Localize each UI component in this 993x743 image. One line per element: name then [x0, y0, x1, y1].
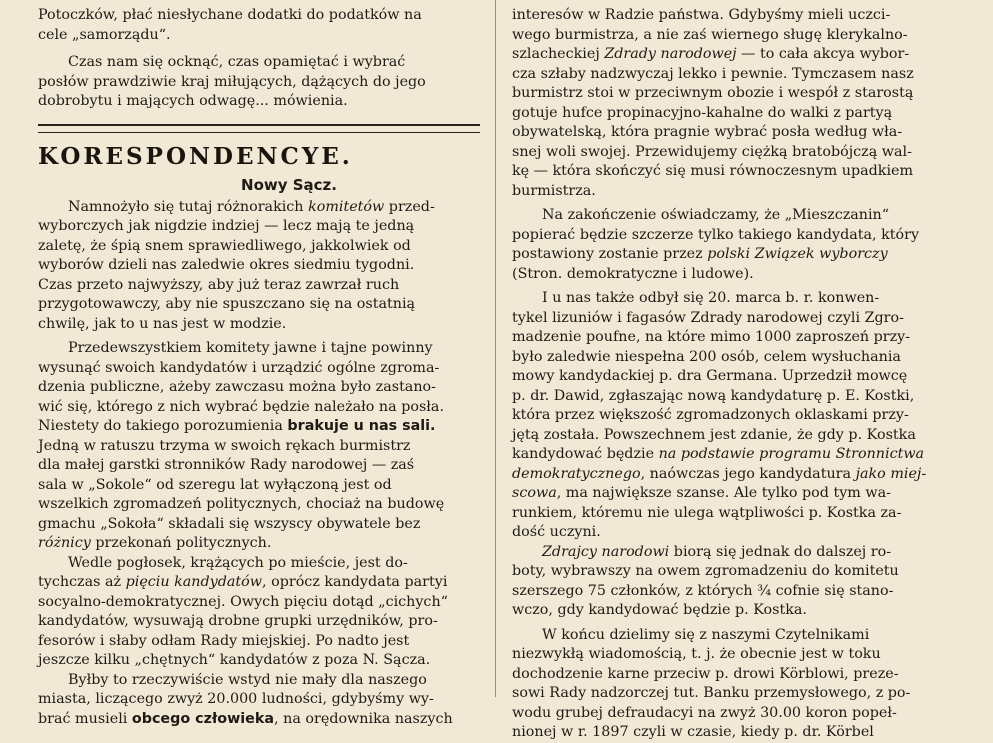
text-run: postawiony zostanie przez	[512, 246, 708, 262]
text-line: tykel lizuniów i fagasów Zdrady narodowej czyli Zgro-	[512, 309, 904, 326]
paragraph	[38, 554, 480, 671]
paragraph	[512, 206, 962, 284]
italic-run: jako miej-	[855, 465, 927, 482]
left-column	[38, 0, 480, 729]
text-line: Przedewszystkiem komitety jawne i tajne powinny	[68, 340, 433, 356]
text-line: dla małej garstki stronników Rady narodowej — zaś	[38, 457, 415, 473]
paragraph-intro	[38, 53, 480, 112]
text-line: snej woli swojej. Przewidujemy ciężką bratobójczą wal-	[512, 143, 912, 160]
text-line: fesorów i słaby odłam Rady miejskiej. Po nadto jest	[38, 632, 410, 649]
text-line: szerszego 75 członków, z których ¾ cofnie się stano-	[512, 582, 894, 599]
text-line: miasta, liczącego zwyż 20.000 ludności, gdybyśmy wy-	[38, 691, 434, 707]
text-line: socyalno-demokratycznej. Owych pięciu dotąd „cichych“	[38, 593, 448, 610]
text-line: Byłby to rzeczywiście wstyd nie mały dla naszego	[68, 671, 427, 688]
text-line: burmistrza.	[512, 182, 596, 199]
section-title: KORESPONDENCYE.	[38, 142, 353, 170]
italic-run: demokratycznego	[512, 465, 641, 482]
text-line: kę — która skończyć się musi równoczesnym upadkiem	[512, 163, 914, 179]
text-line: Czas przeto najwyższy, aby już teraz zawrzał ruch	[38, 276, 400, 293]
text-line: jętą została. Powszechnem jest zdanie, że gdy p. Kostka	[512, 426, 916, 443]
text-line: I u nas także odbył się 20. marca b. r. konwen-	[542, 290, 880, 306]
text-line: Wedle pogłosek, krążących po mieście, jest do-	[68, 554, 408, 571]
text-line: jeszcze kilku „chętnych“ kandydatów z poza N. Sącza.	[38, 652, 431, 668]
text-line: sala w „Sokole“ od szeregu lat wyłączoną jest od	[38, 476, 392, 493]
text-line: kandydatów, wysuwają drobne grupki urzędników, pro-	[38, 613, 438, 629]
text-line: obywatelską, która pragnie wybrać posła według wła-	[512, 124, 903, 140]
text-line: wyborów dzieli nas zaledwie okres siedmiu tygodni.	[38, 257, 415, 273]
text-run: biorą się jednak do dalszej ro-	[669, 543, 892, 560]
text-line: wego burmistrza, a nie zaś wiernego sługę klerykalno-	[512, 26, 908, 43]
text-line: boty, wybrawszy na owem zgromadzeniu do komitetu	[512, 563, 899, 579]
text-line: popierać będzie szczerze tylko takiego kandydata, który	[512, 226, 920, 243]
text-line: posłów prawdziwie kraj miłujących, dążących do jego	[38, 73, 426, 90]
text-line: dochodzenie karne przeciw p. drowi Körblowi, preze-	[512, 665, 899, 682]
paragraph	[512, 6, 962, 201]
text-line: gotuje hufce propinacyjno-kahalne do walki z partyą	[512, 104, 893, 121]
text-line: runkiem, któremu nie ulega wątpliwości p. Kostka za-	[512, 504, 902, 521]
bold-run: obcego człowieka	[131, 710, 275, 727]
text-line: mowy kandydackiej p. dra Germana. Uprzedził mowcę	[512, 368, 908, 384]
text-line: sowi Rady nadzorczej tut. Banku przemysłowego, z po-	[512, 685, 911, 701]
text-line: zaletę, że śpią snem sprawiedliwego, jakkolwiek od	[38, 237, 411, 254]
text-line: chwilę, jak to u nas jest w modzie.	[38, 315, 287, 332]
italic-run: pięciu kandydatów	[125, 574, 263, 590]
text-line: wić się, którego z nich wybrać będzie należało na posła.	[38, 398, 444, 415]
text-line: W końcu dzielimy się z naszymi Czytelnikami	[542, 626, 870, 643]
text-line: wodu grubej defraudacyi na zwyż 30.00 koron popeł-	[512, 704, 897, 721]
text-line: Na zakończenie oświadczamy, że „Mieszczanin“	[542, 207, 890, 223]
text-line: dość uczyni.	[512, 524, 601, 540]
text-line: Potoczków, płać niesłychane dodatki do podatków na	[38, 7, 422, 23]
text-run: Namnożyło się tutaj różnorakich	[68, 198, 309, 215]
italic-run: różnicy	[38, 535, 91, 551]
text-line: wyborczych jak nigdzie indziej — lecz mają te jedną	[38, 218, 415, 234]
text-line: przygotowawczy, aby nie spuszczano się na ostatnią	[38, 296, 416, 312]
text-run: , oprócz kandydata partyi	[262, 574, 448, 590]
text-line: (Stron. demokratyczne i ludowe).	[512, 265, 754, 282]
text-line: interesów w Radzie państwa. Gdybyśmy mieli uczci-	[512, 7, 891, 23]
paragraph	[512, 543, 962, 621]
text-line: cza szłaby nadzwyczaj lekko i pewnie. Tymczasem nasz	[512, 65, 914, 82]
text-line: Jedną w ratuszu trzyma w swoich rękach burmistrz	[38, 437, 411, 454]
italic-run: polski Związek wyborczy	[707, 246, 888, 262]
paragraph	[38, 198, 480, 335]
paragraph	[512, 289, 962, 543]
right-column	[512, 0, 962, 743]
text-run: przekonań politycznych.	[90, 535, 272, 551]
paragraph	[38, 671, 480, 730]
text-run: kandydować będzie	[512, 446, 659, 462]
text-line: madzenie poufne, na które mimo 1000 zaproszeń przy-	[512, 329, 911, 345]
italic-run: Zdrady narodowej	[604, 46, 737, 62]
section-rule	[38, 124, 480, 133]
text-line: wczo, gdy kandydować będzie p. Kostka.	[512, 602, 807, 618]
paragraph	[38, 339, 480, 554]
paragraph	[512, 626, 962, 743]
paragraph-top	[38, 6, 480, 45]
text-line: cele „samorządu“.	[38, 26, 171, 43]
text-line: niezwykłą wiadomością, t. j. że obecnie jest w toku	[512, 646, 881, 662]
text-run: szlacheckiej	[512, 46, 605, 62]
text-line: Czas nam się ocknąć, czas opamiętać i wybrać	[68, 54, 406, 70]
italic-run: na podstawie programu Stronnictwa	[658, 446, 925, 462]
text-line: dzenia publiczne, ażeby zawczasu można było zastano-	[38, 379, 436, 395]
text-run: brać musieli	[38, 710, 132, 727]
italic-run: komitetów	[308, 198, 385, 215]
text-line: wysunąć swoich kandydatów i urządzić ogólne zgroma-	[38, 359, 440, 376]
text-run: przed-	[384, 198, 435, 215]
text-line: wszelkich zgromadzeń politycznych, chociaż na budowę	[38, 496, 445, 512]
text-run: , na orędownika naszych	[274, 710, 453, 727]
text-line: było zaledwie niespełna 200 osób, celem wysłuchania	[512, 348, 901, 365]
column-divider	[495, 0, 496, 697]
text-line: nionej w r. 1897 czyli w czasie, kiedy p. dr. Körbel	[512, 724, 874, 740]
text-run: , ma największe szanse. Ale tylko pod tym wa-	[556, 485, 891, 501]
text-line: gmachu „Sokoła“ składali się wszyscy obywatele bez	[38, 515, 421, 532]
text-line: p. dr. Dawid, zgłaszając nową kandydaturę p. E. Kostki,	[512, 387, 915, 404]
text-run: Niestety do takiego porozumienia	[38, 418, 288, 434]
text-line: która przez większość zgromadzonych oklaskami przy-	[512, 407, 909, 423]
dateline-city: Nowy Sącz.	[241, 175, 337, 194]
italic-run: Zdrajcy narodowi	[542, 543, 670, 560]
italic-run: scowa	[512, 485, 557, 501]
text-run: , naówczas jego kandydatura	[640, 465, 856, 482]
text-run: tychczas aż	[38, 574, 126, 590]
bold-run: brakuje u nas sali.	[287, 418, 436, 434]
text-run: — to cała akcya wybor-	[736, 46, 910, 62]
text-line: dobrobytu i mających odwagę... mówienia.	[38, 93, 348, 109]
text-line: burmistrz stoi w przeciwnym obozie i wespół z starostą	[512, 85, 914, 101]
